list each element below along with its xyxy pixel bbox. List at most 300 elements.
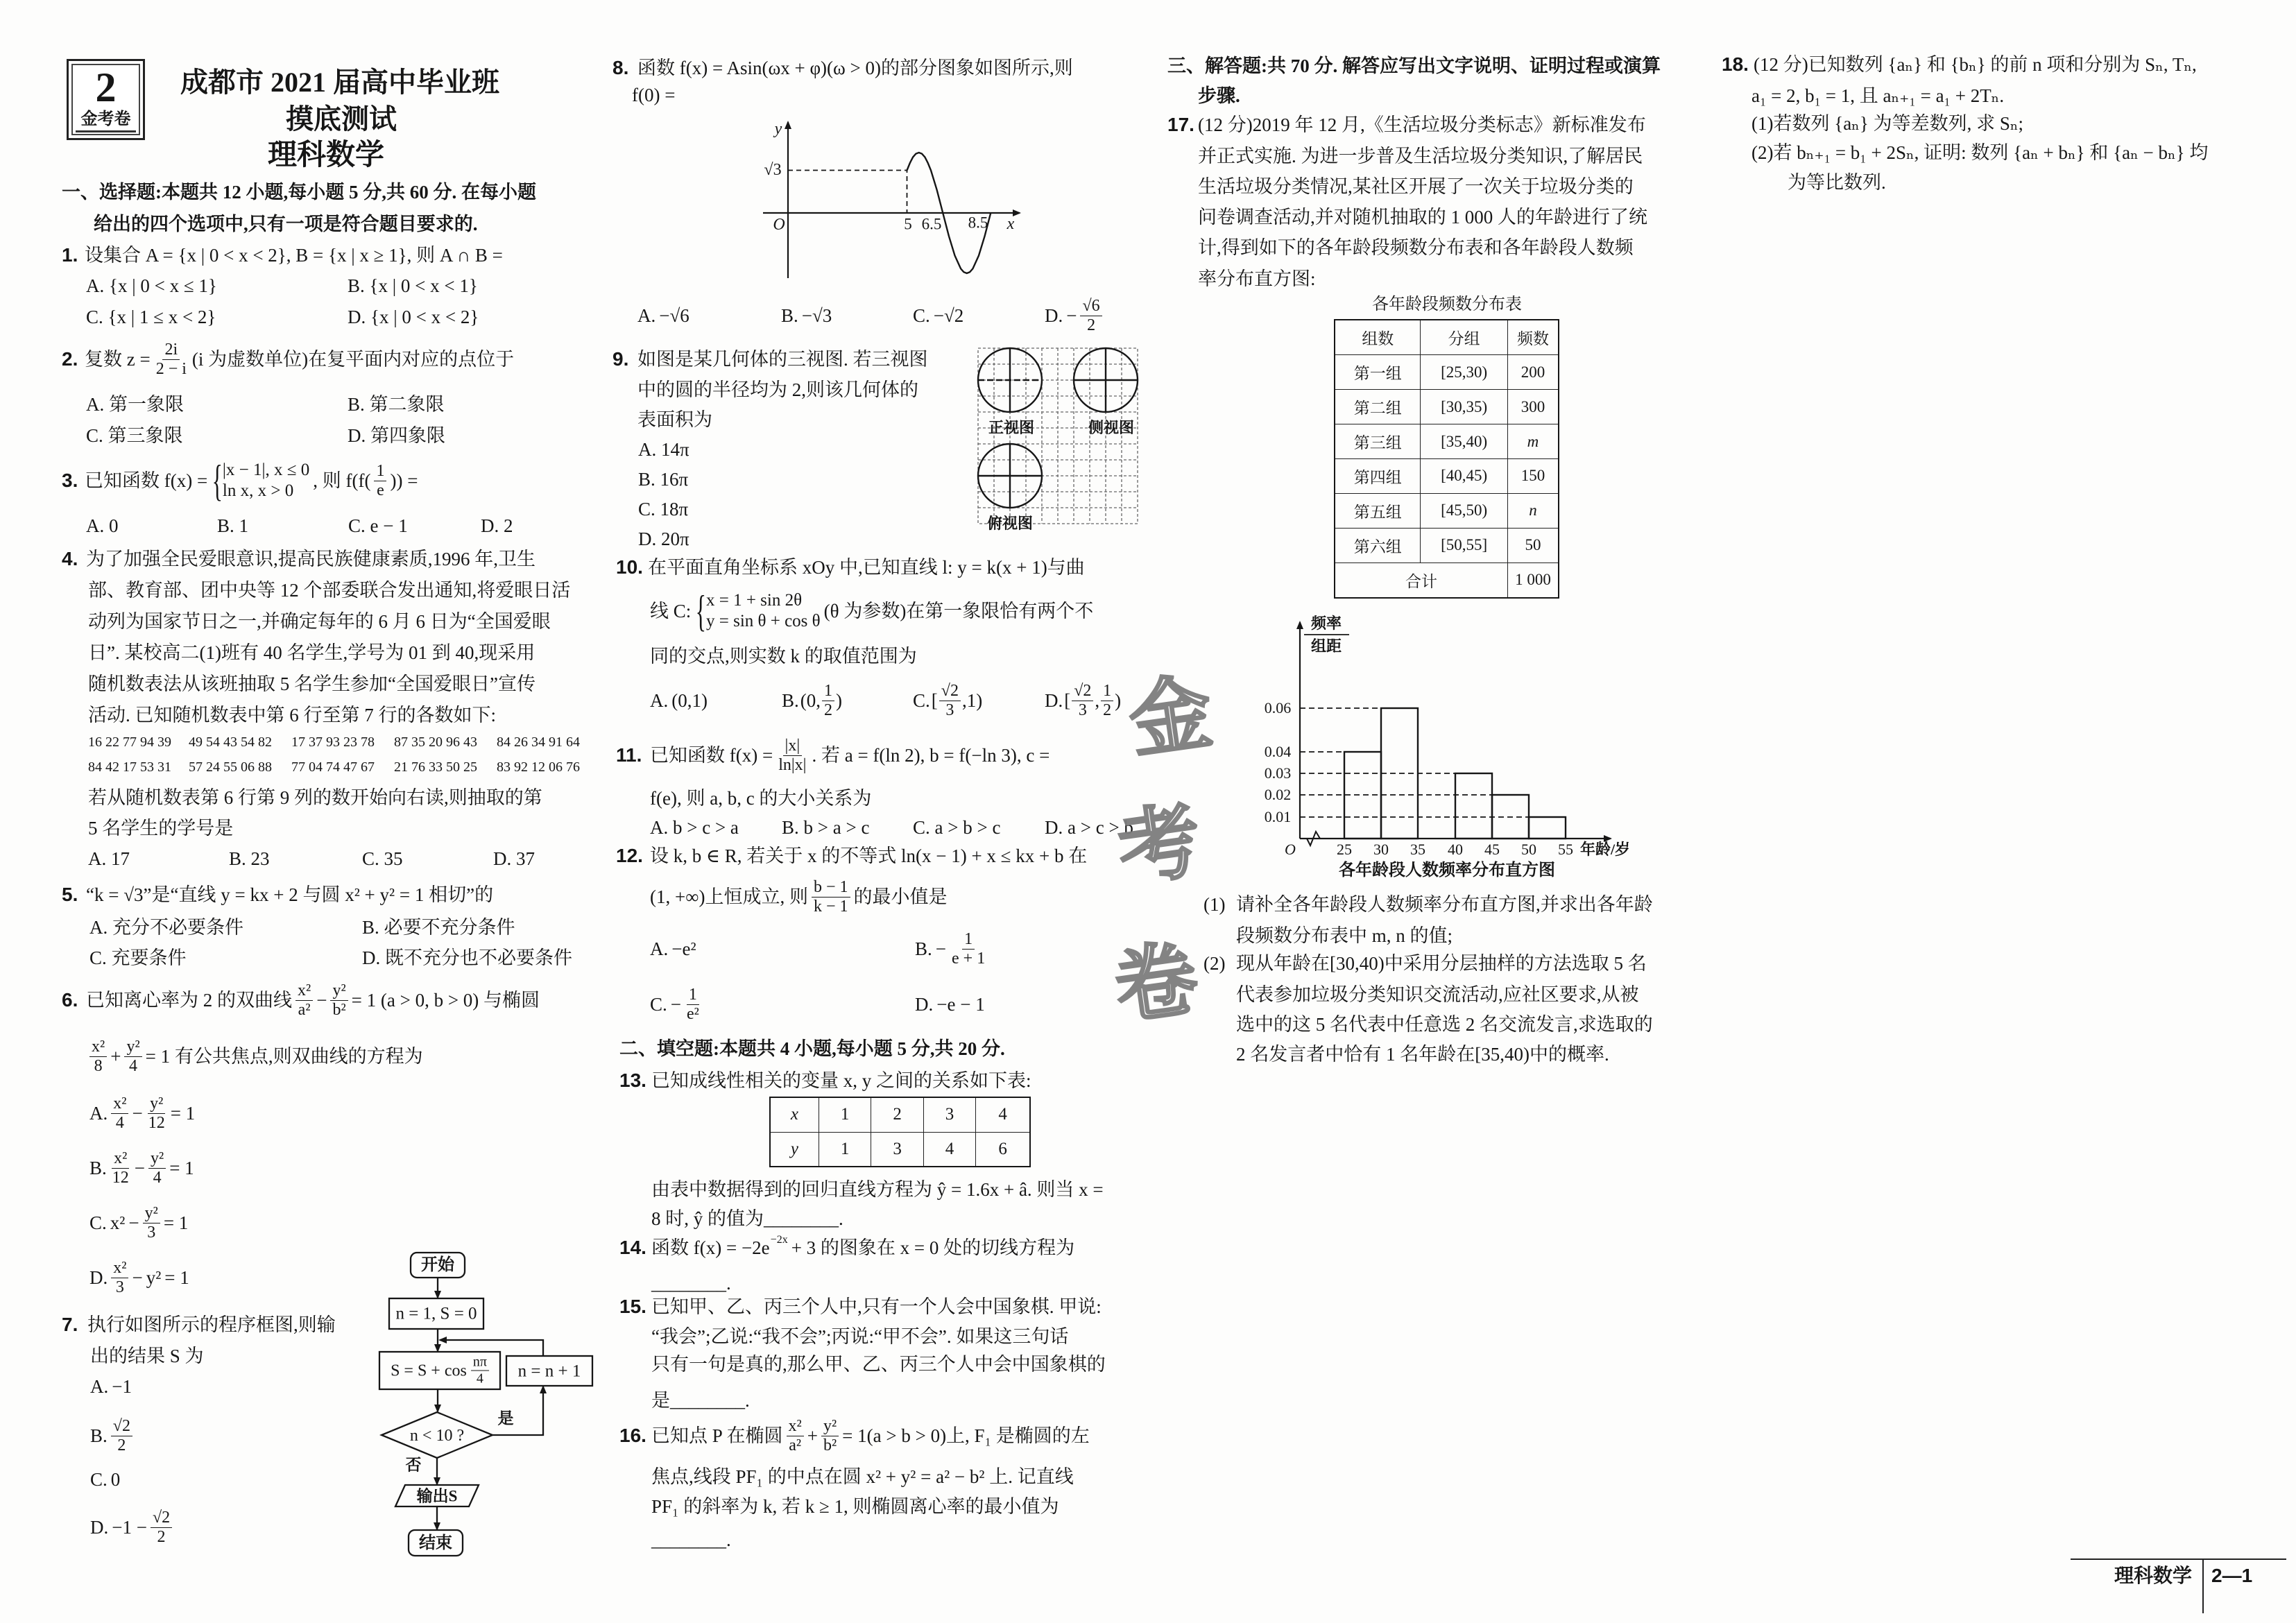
fraction bbox=[143, 1205, 160, 1242]
q14-stem-post: + 3 的图象在 x = 0 处的切线方程为 bbox=[791, 1237, 1075, 1258]
q17-line: 问卷调查活动,并对随机抽取的 1 000 人的年龄进行了统 bbox=[1198, 207, 1647, 227]
histogram-x-label: 年龄/岁 bbox=[1579, 841, 1631, 858]
option-label: B. bbox=[90, 1425, 108, 1446]
q14-answer-blank[interactable]: ________. bbox=[651, 1273, 731, 1294]
fraction-numerator: |x| bbox=[783, 737, 803, 756]
q5-option-c[interactable]: C. 充要条件 bbox=[89, 947, 187, 968]
fraction bbox=[111, 1260, 128, 1296]
histogram-bar bbox=[1381, 708, 1418, 839]
q6-option-c[interactable] bbox=[89, 1203, 189, 1242]
option-term: y² bbox=[146, 1267, 162, 1288]
sine-graph bbox=[763, 122, 1020, 278]
q16-line: 焦点,线段 PF₁ 的中点在圆 x² + y² = a² − b² 上. 记直线 bbox=[651, 1466, 1074, 1487]
table-row bbox=[1335, 493, 1559, 528]
table-cell: 6 bbox=[976, 1132, 1030, 1167]
operator: − bbox=[134, 1158, 145, 1178]
q18-line: 为等比数列. bbox=[1788, 172, 1886, 193]
fraction bbox=[787, 1418, 804, 1454]
fraction-numerator: 1 bbox=[374, 463, 386, 481]
fraction-denominator: 3 bbox=[945, 701, 954, 719]
watermark-char: 金 bbox=[1124, 667, 1218, 768]
flow-update-label bbox=[391, 1355, 489, 1386]
q11-stem bbox=[650, 736, 1050, 774]
option-text: − bbox=[670, 994, 681, 1015]
table-cell: 3 bbox=[871, 1132, 923, 1167]
q2-option-d[interactable]: D. 第四象限 bbox=[348, 425, 445, 446]
q4-line: 日”. 某校高二(1)班有 40 名学生,学号为 01 到 40,现采用 bbox=[88, 642, 536, 663]
q16-answer-blank[interactable]: ________. bbox=[651, 1529, 731, 1550]
flow-update-expression: S = S + cos bbox=[391, 1362, 467, 1380]
table-cell: [40,45) bbox=[1421, 458, 1507, 493]
histogram-bar bbox=[1492, 795, 1529, 839]
histogram-bar bbox=[1455, 773, 1492, 839]
table-cell: [50,55] bbox=[1421, 528, 1507, 563]
histogram-bar bbox=[1529, 817, 1566, 839]
q11-option-b[interactable]: B. b > a > c bbox=[782, 817, 870, 838]
q15-line: 已知甲、乙、丙三个人中,只有一个人会中国象棋. 甲说: bbox=[651, 1296, 1102, 1317]
q3-fraction bbox=[374, 463, 386, 499]
option-text: 0 bbox=[110, 1469, 121, 1490]
table-cell: 2 bbox=[871, 1097, 923, 1132]
random-number-group: 87 35 20 96 43 bbox=[394, 735, 477, 750]
q6-stem-pre: 已知离心率为 2 的双曲线 bbox=[86, 990, 292, 1011]
option-label: C. bbox=[89, 1212, 107, 1233]
front-view-label: 正视图 bbox=[988, 419, 1035, 436]
fraction bbox=[1072, 682, 1093, 719]
question-number: 12. bbox=[616, 845, 643, 866]
q5-option-a[interactable]: A. 充分不必要条件 bbox=[89, 917, 243, 938]
q9-option-b[interactable]: B. 16π bbox=[638, 469, 689, 490]
fraction-denominator: 4 bbox=[129, 1056, 138, 1075]
table-cell: 第一组 bbox=[1335, 355, 1421, 390]
q16-line: PF₁ 的斜率为 k, 若 k ≥ 1, 则椭圆离心率的最小值为 bbox=[651, 1496, 1059, 1517]
table-cell: n bbox=[1507, 493, 1559, 528]
q5-stem: “k = √3”是“直线 y = kx + 2 与圆 x² + y² = 1 相切”的 bbox=[86, 884, 494, 905]
side-view-label: 侧视图 bbox=[1088, 419, 1135, 436]
fraction bbox=[110, 1150, 131, 1187]
page-title: 成都市 2021 届高中毕业班 bbox=[180, 67, 499, 98]
fraction-numerator: x² bbox=[295, 982, 313, 1001]
graph-origin: O bbox=[773, 216, 785, 234]
option-label: A. bbox=[89, 1103, 108, 1124]
question-number: 2. bbox=[62, 348, 78, 370]
fraction bbox=[821, 1418, 839, 1454]
q9-option-d[interactable]: D. 20π bbox=[638, 529, 689, 549]
q1-option-a[interactable]: A. {x | 0 < x ≤ 1} bbox=[86, 275, 217, 296]
table-header: 频数 bbox=[1507, 320, 1559, 355]
q10-option-d[interactable] bbox=[1045, 681, 1122, 719]
option-text: −1 bbox=[112, 1376, 132, 1397]
q10-parametric bbox=[694, 586, 821, 635]
table-row bbox=[770, 1097, 1030, 1132]
fraction-numerator: 2i bbox=[162, 341, 180, 360]
q4-line: 部、教育部、团中央等 12 个部委联合发出通知,将爱眼日活 bbox=[88, 580, 571, 601]
fraction-numerator: x² bbox=[111, 1095, 128, 1114]
option-label: C. bbox=[650, 994, 667, 1015]
fraction-numerator: y² bbox=[124, 1038, 142, 1057]
q8-option-a[interactable] bbox=[637, 304, 689, 327]
xy-data-table bbox=[769, 1097, 1031, 1167]
option-label: D. bbox=[90, 1517, 109, 1538]
q7-option-a[interactable] bbox=[90, 1375, 132, 1398]
q10-option-c[interactable] bbox=[913, 681, 983, 719]
option-label: A. bbox=[650, 690, 669, 711]
q6-option-a[interactable] bbox=[89, 1094, 196, 1132]
q16-stem bbox=[651, 1416, 1090, 1454]
q12-option-b[interactable] bbox=[915, 929, 987, 968]
fraction-numerator: 1 bbox=[962, 931, 975, 950]
fraction bbox=[124, 1038, 142, 1075]
footer-subject: 理科数学 bbox=[2114, 1565, 2192, 1586]
fraction-denominator: 12 bbox=[112, 1168, 129, 1187]
q8-option-c[interactable] bbox=[913, 304, 963, 327]
option-label: A. bbox=[637, 305, 656, 326]
flow-condition-label: n < 10 ? bbox=[409, 1427, 465, 1445]
q12-line2-post: 的最小值是 bbox=[853, 886, 948, 907]
q6-option-d[interactable] bbox=[89, 1258, 189, 1296]
random-number-group: 83 92 12 06 76 bbox=[497, 759, 580, 775]
q9-option-c[interactable]: C. 18π bbox=[638, 499, 689, 519]
flow-init-label: n = 1, S = 0 bbox=[395, 1304, 477, 1323]
q13-answer-blank[interactable]: 8 时, ŷ 的值为________. bbox=[651, 1208, 843, 1229]
q10-option-b[interactable] bbox=[782, 681, 843, 719]
q18-line: (1)若数列 {aₙ} 为等差数列, 求 Sₙ; bbox=[1751, 113, 2024, 134]
q12-line2 bbox=[650, 877, 948, 916]
q4-line: 动列为国家节日之一,并确定每年的 6 月 6 日为“全国爱眼 bbox=[88, 611, 551, 632]
fraction-numerator: √2 bbox=[939, 682, 961, 701]
graph-x-label: x bbox=[1006, 215, 1015, 233]
fraction bbox=[89, 1038, 107, 1075]
fraction-numerator: x² bbox=[89, 1038, 107, 1057]
q6-stem-post: = 1 有公共焦点,则双曲线的方程为 bbox=[145, 1046, 423, 1067]
q15-line: “我会”;乙说:“我不会”;丙说:“甲不会”. 如果这三句话 bbox=[651, 1326, 1069, 1347]
q1-option-c[interactable]: C. {x | 1 ≤ x < 2} bbox=[86, 307, 216, 327]
option-text: ) bbox=[1115, 690, 1122, 711]
fraction-denominator: 3 bbox=[115, 1278, 124, 1296]
option-label: A. bbox=[90, 1376, 109, 1397]
fraction-denominator: 2 bbox=[157, 1527, 166, 1546]
q12-option-c[interactable] bbox=[650, 985, 701, 1023]
q17-sub2-line: 现从年龄在[30,40)中采用分层抽样的方法选取 5 名 bbox=[1236, 953, 1647, 974]
q17-sub1-line: 请补全各年龄段人数频率分布直方图,并求出各年龄 bbox=[1236, 894, 1653, 915]
graph-y-tick: √3 bbox=[764, 161, 782, 179]
fraction-numerator: y² bbox=[148, 1095, 165, 1114]
question-number: 11. bbox=[616, 744, 642, 766]
q8-line: f(0) = bbox=[632, 85, 676, 105]
operator: − bbox=[316, 990, 327, 1011]
fraction-denominator: 4 bbox=[153, 1168, 162, 1187]
front-view-circle bbox=[978, 348, 1042, 412]
option-term: x² bbox=[110, 1212, 126, 1233]
q4-option-b[interactable]: B. 23 bbox=[229, 848, 270, 869]
option-text: [ bbox=[931, 690, 938, 711]
graph-x-tick: 8.5 bbox=[968, 214, 988, 232]
q4-option-c[interactable]: C. 35 bbox=[362, 848, 403, 869]
option-text: ) bbox=[836, 690, 843, 711]
fraction-denominator: 2 − i bbox=[155, 359, 187, 378]
q17-sub2-line: 2 名发言者中恰有 1 名年龄在[35,40)中的概率. bbox=[1236, 1044, 1609, 1065]
fraction-denominator: k − 1 bbox=[813, 897, 848, 916]
q18-line: (12 分)已知数列 {aₙ} 和 {bₙ} 的前 n 项和分别为 Sₙ, Tₙ, bbox=[1754, 54, 2197, 75]
q4-line: 若从随机数表第 6 行第 9 列的数开始向右读,则抽取的第 bbox=[88, 787, 542, 808]
table-cell: 第二组 bbox=[1335, 390, 1421, 424]
q3-case-1: |x − 1|, x ≤ 0 bbox=[222, 461, 310, 479]
q7-option-c[interactable] bbox=[90, 1468, 120, 1491]
fraction bbox=[111, 1418, 132, 1454]
q15-line: 只有一句是真的,那么甲、乙、丙三个人中会中国象棋的 bbox=[651, 1354, 1106, 1375]
sine-curve bbox=[907, 153, 991, 273]
random-number-group: 16 22 77 94 39 bbox=[88, 735, 171, 750]
fraction-numerator: y² bbox=[330, 982, 348, 1001]
table-header-row bbox=[1335, 320, 1559, 355]
random-number-group: 84 42 17 53 31 bbox=[88, 759, 171, 775]
question-number: 3. bbox=[62, 470, 78, 491]
q13-line: 由表中数据得到的回归直线方程为 ŷ = 1.6x + â. 则当 x = bbox=[651, 1179, 1104, 1200]
option-text: −e² bbox=[671, 938, 696, 959]
fraction-numerator: y² bbox=[143, 1205, 160, 1223]
q8-option-d[interactable] bbox=[1045, 296, 1102, 334]
q3-case-2: ln x, x > 0 bbox=[222, 481, 294, 500]
q3-stem bbox=[85, 456, 418, 505]
q7-option-d[interactable] bbox=[90, 1508, 172, 1546]
question-number: 6. bbox=[62, 989, 78, 1011]
option-text: −1 − bbox=[112, 1517, 147, 1538]
fraction bbox=[1101, 682, 1113, 719]
histogram-x-tick: 35 bbox=[1410, 841, 1425, 858]
fraction-denominator: 12 bbox=[148, 1113, 165, 1132]
frequency-table bbox=[1334, 319, 1559, 599]
q6-option-b[interactable] bbox=[89, 1149, 194, 1187]
table-cell: 第三组 bbox=[1335, 424, 1421, 459]
q14-stem bbox=[651, 1236, 1074, 1260]
random-number-group: 84 26 34 91 64 bbox=[497, 735, 580, 750]
table-cell: 第六组 bbox=[1335, 528, 1421, 563]
random-number-group: 77 04 74 47 67 bbox=[291, 759, 375, 775]
table-cell: 300 bbox=[1507, 390, 1559, 424]
q1-option-b[interactable]: B. {x | 0 < x < 1} bbox=[348, 275, 478, 296]
fraction-denominator: e + 1 bbox=[952, 949, 986, 968]
q3-piecewise bbox=[211, 458, 309, 503]
part1-heading-cont: 给出的四个选项中,只有一项是符合题目要求的. bbox=[94, 214, 478, 234]
table-cell: 第五组 bbox=[1335, 493, 1421, 528]
q2-option-c[interactable]: C. 第三象限 bbox=[86, 425, 183, 446]
q8-option-b[interactable] bbox=[781, 304, 832, 327]
q4-line: 为了加强全民爱眼意识,提高民族健康素质,1996 年,卫生 bbox=[86, 549, 536, 569]
fraction-denominator: 4 bbox=[115, 1113, 124, 1132]
table-cell: 1 000 bbox=[1507, 563, 1559, 598]
question-number: 15. bbox=[619, 1296, 646, 1317]
fraction bbox=[776, 737, 808, 774]
q15-answer-blank[interactable]: 是________. bbox=[651, 1390, 750, 1411]
q9-option-a[interactable]: A. 14π bbox=[638, 439, 689, 460]
fraction bbox=[295, 982, 313, 1019]
fraction bbox=[812, 879, 850, 916]
table-row bbox=[1335, 424, 1559, 459]
watermark-char: 考 bbox=[1113, 795, 1207, 897]
q3-option-b[interactable]: B. 1 bbox=[217, 515, 249, 536]
histogram-caption: 各年龄段人数频率分布直方图 bbox=[1339, 861, 1555, 879]
q8-line: 函数 f(x) = Asin(ωx + φ)(ω > 0)的部分图象如图所示,则 bbox=[637, 58, 1073, 78]
q4-option-d[interactable]: D. 37 bbox=[493, 848, 535, 869]
operator: + bbox=[110, 1046, 121, 1067]
page-number: 2—1 bbox=[2211, 1565, 2253, 1586]
fraction bbox=[330, 982, 348, 1019]
fraction-numerator: √2 bbox=[1072, 682, 1093, 701]
table-cell: 1 bbox=[819, 1097, 871, 1132]
q16-stem-pre: 已知点 P 在椭圆 bbox=[651, 1425, 783, 1446]
q18-line: (2)若 bₙ₊₁ = b₁ + 2Sₙ, 证明: 数列 {aₙ + bₙ} 和 {aₙ − bₙ} 均 bbox=[1751, 142, 2209, 163]
q7-option-b[interactable] bbox=[90, 1416, 132, 1454]
q5-option-d[interactable]: D. 既不充分也不必要条件 bbox=[362, 947, 572, 968]
q17-sub2-line: 代表参加垃圾分类知识交流活动,应社区要求,从被 bbox=[1236, 984, 1639, 1005]
fraction-numerator: x² bbox=[111, 1260, 128, 1278]
histogram-x-tick: 45 bbox=[1484, 841, 1500, 858]
table-header: 分组 bbox=[1421, 320, 1507, 355]
part1-heading: 一、选择题:本题共 12 小题,每小题 5 分,共 60 分. 在每小题 bbox=[62, 182, 536, 203]
table-cell: [30,35) bbox=[1421, 390, 1507, 424]
q2-stem-post: (i 为虚数单位)在复平面内对应的点位于 bbox=[191, 349, 515, 370]
table-cell: 4 bbox=[976, 1097, 1030, 1132]
q9-line: 如图是某几何体的三视图. 若三视图 bbox=[637, 349, 928, 370]
q3-stem-pre: 已知函数 f(x) = bbox=[85, 470, 208, 491]
fraction bbox=[685, 986, 701, 1023]
q2-option-a[interactable]: A. 第一象限 bbox=[86, 394, 184, 415]
table-header: 组数 bbox=[1335, 320, 1421, 355]
histogram-x-tick: 40 bbox=[1448, 841, 1463, 858]
q1-stem: 设集合 A = {x | 0 < x < 2}, B = {x | x ≥ 1}, 则 A ∩ B = bbox=[85, 245, 503, 266]
fraction-denominator: a² bbox=[298, 1000, 311, 1019]
q11-option-a[interactable]: A. b > c > a bbox=[650, 817, 739, 838]
fraction-denominator: e bbox=[377, 481, 384, 499]
q6-stem bbox=[86, 981, 540, 1019]
fraction-denominator: 2 bbox=[824, 701, 833, 719]
q17-line: (12 分)2019 年 12 月,《生活垃圾分类标志》新标准发布 bbox=[1198, 114, 1646, 135]
table-row bbox=[1335, 355, 1559, 390]
question-number: 5. bbox=[62, 884, 78, 905]
q17-sub1-line: 段频数分布表中 m, n 的值; bbox=[1236, 925, 1453, 946]
q9-line: 表面积为 bbox=[637, 409, 712, 430]
table-cell: 1 bbox=[819, 1132, 871, 1167]
q11-option-c[interactable]: C. a > b > c bbox=[913, 817, 1001, 838]
q11-option-d[interactable]: D. a > c > b bbox=[1045, 817, 1133, 838]
option-label: B. bbox=[782, 690, 799, 711]
flow-output-label: 输出S bbox=[416, 1487, 458, 1505]
histogram-y-tick: 0.02 bbox=[1264, 786, 1292, 803]
q2-option-b[interactable]: B. 第二象限 bbox=[348, 394, 445, 415]
fraction bbox=[148, 1150, 166, 1187]
q4-option-a[interactable]: A. 17 bbox=[88, 848, 130, 869]
operator: − bbox=[128, 1212, 139, 1233]
histogram-origin: O bbox=[1285, 841, 1296, 858]
table-row bbox=[1335, 390, 1559, 424]
table-row bbox=[1335, 528, 1559, 563]
part3-heading: 三、解答题:共 70 分. 解答应写出文字说明、证明过程或演算 bbox=[1167, 55, 1661, 76]
fraction-numerator: y² bbox=[821, 1418, 839, 1436]
q3-option-a[interactable]: A. 0 bbox=[86, 515, 119, 536]
flowchart bbox=[379, 1253, 592, 1556]
q14-exponent: −2x bbox=[770, 1234, 788, 1246]
histogram-y-tick: 0.01 bbox=[1264, 808, 1292, 825]
frequency-table-title: 各年龄段频数分布表 bbox=[1372, 295, 1522, 314]
question-number: 10. bbox=[616, 556, 643, 578]
q9-line: 中的圆的半径均为 2,则该几何体的 bbox=[637, 379, 918, 400]
q12-option-a[interactable] bbox=[650, 937, 696, 961]
q4-line: 随机数表法从该班抽取 5 名学生参加“全国爱眼日”宣传 bbox=[88, 673, 536, 694]
option-label: D. bbox=[915, 994, 934, 1015]
fraction-numerator: √2 bbox=[111, 1418, 132, 1436]
q5-option-b[interactable]: B. 必要不充分条件 bbox=[362, 917, 515, 938]
question-number: 17. bbox=[1167, 114, 1194, 135]
top-view-circle bbox=[978, 444, 1042, 508]
q10-line2-pre: 线 C: bbox=[650, 601, 692, 621]
subject-title: 理科数学 bbox=[267, 139, 384, 171]
fraction-denominator: e² bbox=[687, 1004, 699, 1023]
q17-sub2-line: 选中的这 5 名代表中任意选 2 名交流发言,求选取的 bbox=[1236, 1014, 1653, 1035]
flow-end-label: 结束 bbox=[419, 1534, 452, 1552]
fraction-denominator: 3 bbox=[1078, 701, 1087, 719]
flow-yes-label: 是 bbox=[497, 1409, 514, 1427]
q17-line: 率分布直方图: bbox=[1198, 268, 1316, 289]
q10-option-a[interactable] bbox=[650, 689, 708, 712]
fraction-denominator: ln|x| bbox=[778, 755, 807, 774]
graph-y-label: y bbox=[774, 120, 782, 138]
option-label: A. bbox=[650, 938, 669, 959]
question-number: 4. bbox=[62, 548, 78, 569]
table-cell: 3 bbox=[923, 1097, 975, 1132]
option-text: − bbox=[1066, 305, 1077, 326]
q3-option-c[interactable]: C. e − 1 bbox=[348, 515, 408, 536]
watermark-char: 卷 bbox=[1109, 933, 1203, 1035]
option-rhs: = 1 bbox=[170, 1103, 196, 1124]
table-total-row bbox=[1335, 563, 1559, 598]
table-cell: [35,40) bbox=[1421, 424, 1507, 459]
table-cell: 150 bbox=[1507, 458, 1559, 493]
q17-line: 并正式实施. 为进一步普及生活垃圾分类知识,了解居民 bbox=[1198, 146, 1643, 166]
q2-stem bbox=[85, 340, 515, 378]
random-number-group: 57 24 55 06 88 bbox=[189, 759, 272, 775]
option-label: B. bbox=[781, 305, 798, 326]
table-row bbox=[1335, 458, 1559, 493]
q7-line: 执行如图所示的程序框图,则输 bbox=[87, 1314, 336, 1335]
histogram-x-tick: 25 bbox=[1337, 841, 1352, 858]
option-label: B. bbox=[89, 1158, 107, 1178]
q17-line: 生活垃圾分类情况,某社区开展了一次关于垃圾分类的 bbox=[1198, 176, 1634, 197]
q17-sub2-label: (2) bbox=[1203, 953, 1226, 974]
q17-sub1-label: (1) bbox=[1203, 894, 1226, 915]
histogram-x-tick: 30 bbox=[1373, 841, 1389, 858]
table-cell: m bbox=[1507, 424, 1559, 459]
badge-number: 2 bbox=[95, 65, 117, 110]
table-cell: y bbox=[770, 1132, 819, 1167]
fraction-denominator: b² bbox=[823, 1436, 837, 1454]
q12-option-d[interactable] bbox=[915, 993, 985, 1016]
part2-heading: 二、填空题:本题共 4 小题,每小题 5 分,共 20 分. bbox=[619, 1038, 1005, 1059]
option-text: −√3 bbox=[801, 305, 832, 326]
option-text: , bbox=[1095, 690, 1100, 711]
fraction-numerator: nπ bbox=[471, 1355, 489, 1371]
part3-heading-cont: 步骤. bbox=[1198, 85, 1240, 106]
brace-icon: { bbox=[212, 456, 223, 505]
q1-option-d[interactable]: D. {x | 0 < x < 2} bbox=[348, 307, 479, 327]
question-number: 7. bbox=[62, 1314, 78, 1335]
random-number-group: 49 54 43 54 82 bbox=[189, 735, 272, 750]
q3-option-d[interactable]: D. 2 bbox=[481, 515, 513, 536]
fraction-denominator: a² bbox=[789, 1436, 802, 1454]
q11-line: f(e), 则 a, b, c 的大小关系为 bbox=[650, 788, 872, 809]
table-cell: 200 bbox=[1507, 355, 1559, 390]
operator: − bbox=[132, 1267, 143, 1288]
option-text: (0,1) bbox=[671, 690, 708, 711]
